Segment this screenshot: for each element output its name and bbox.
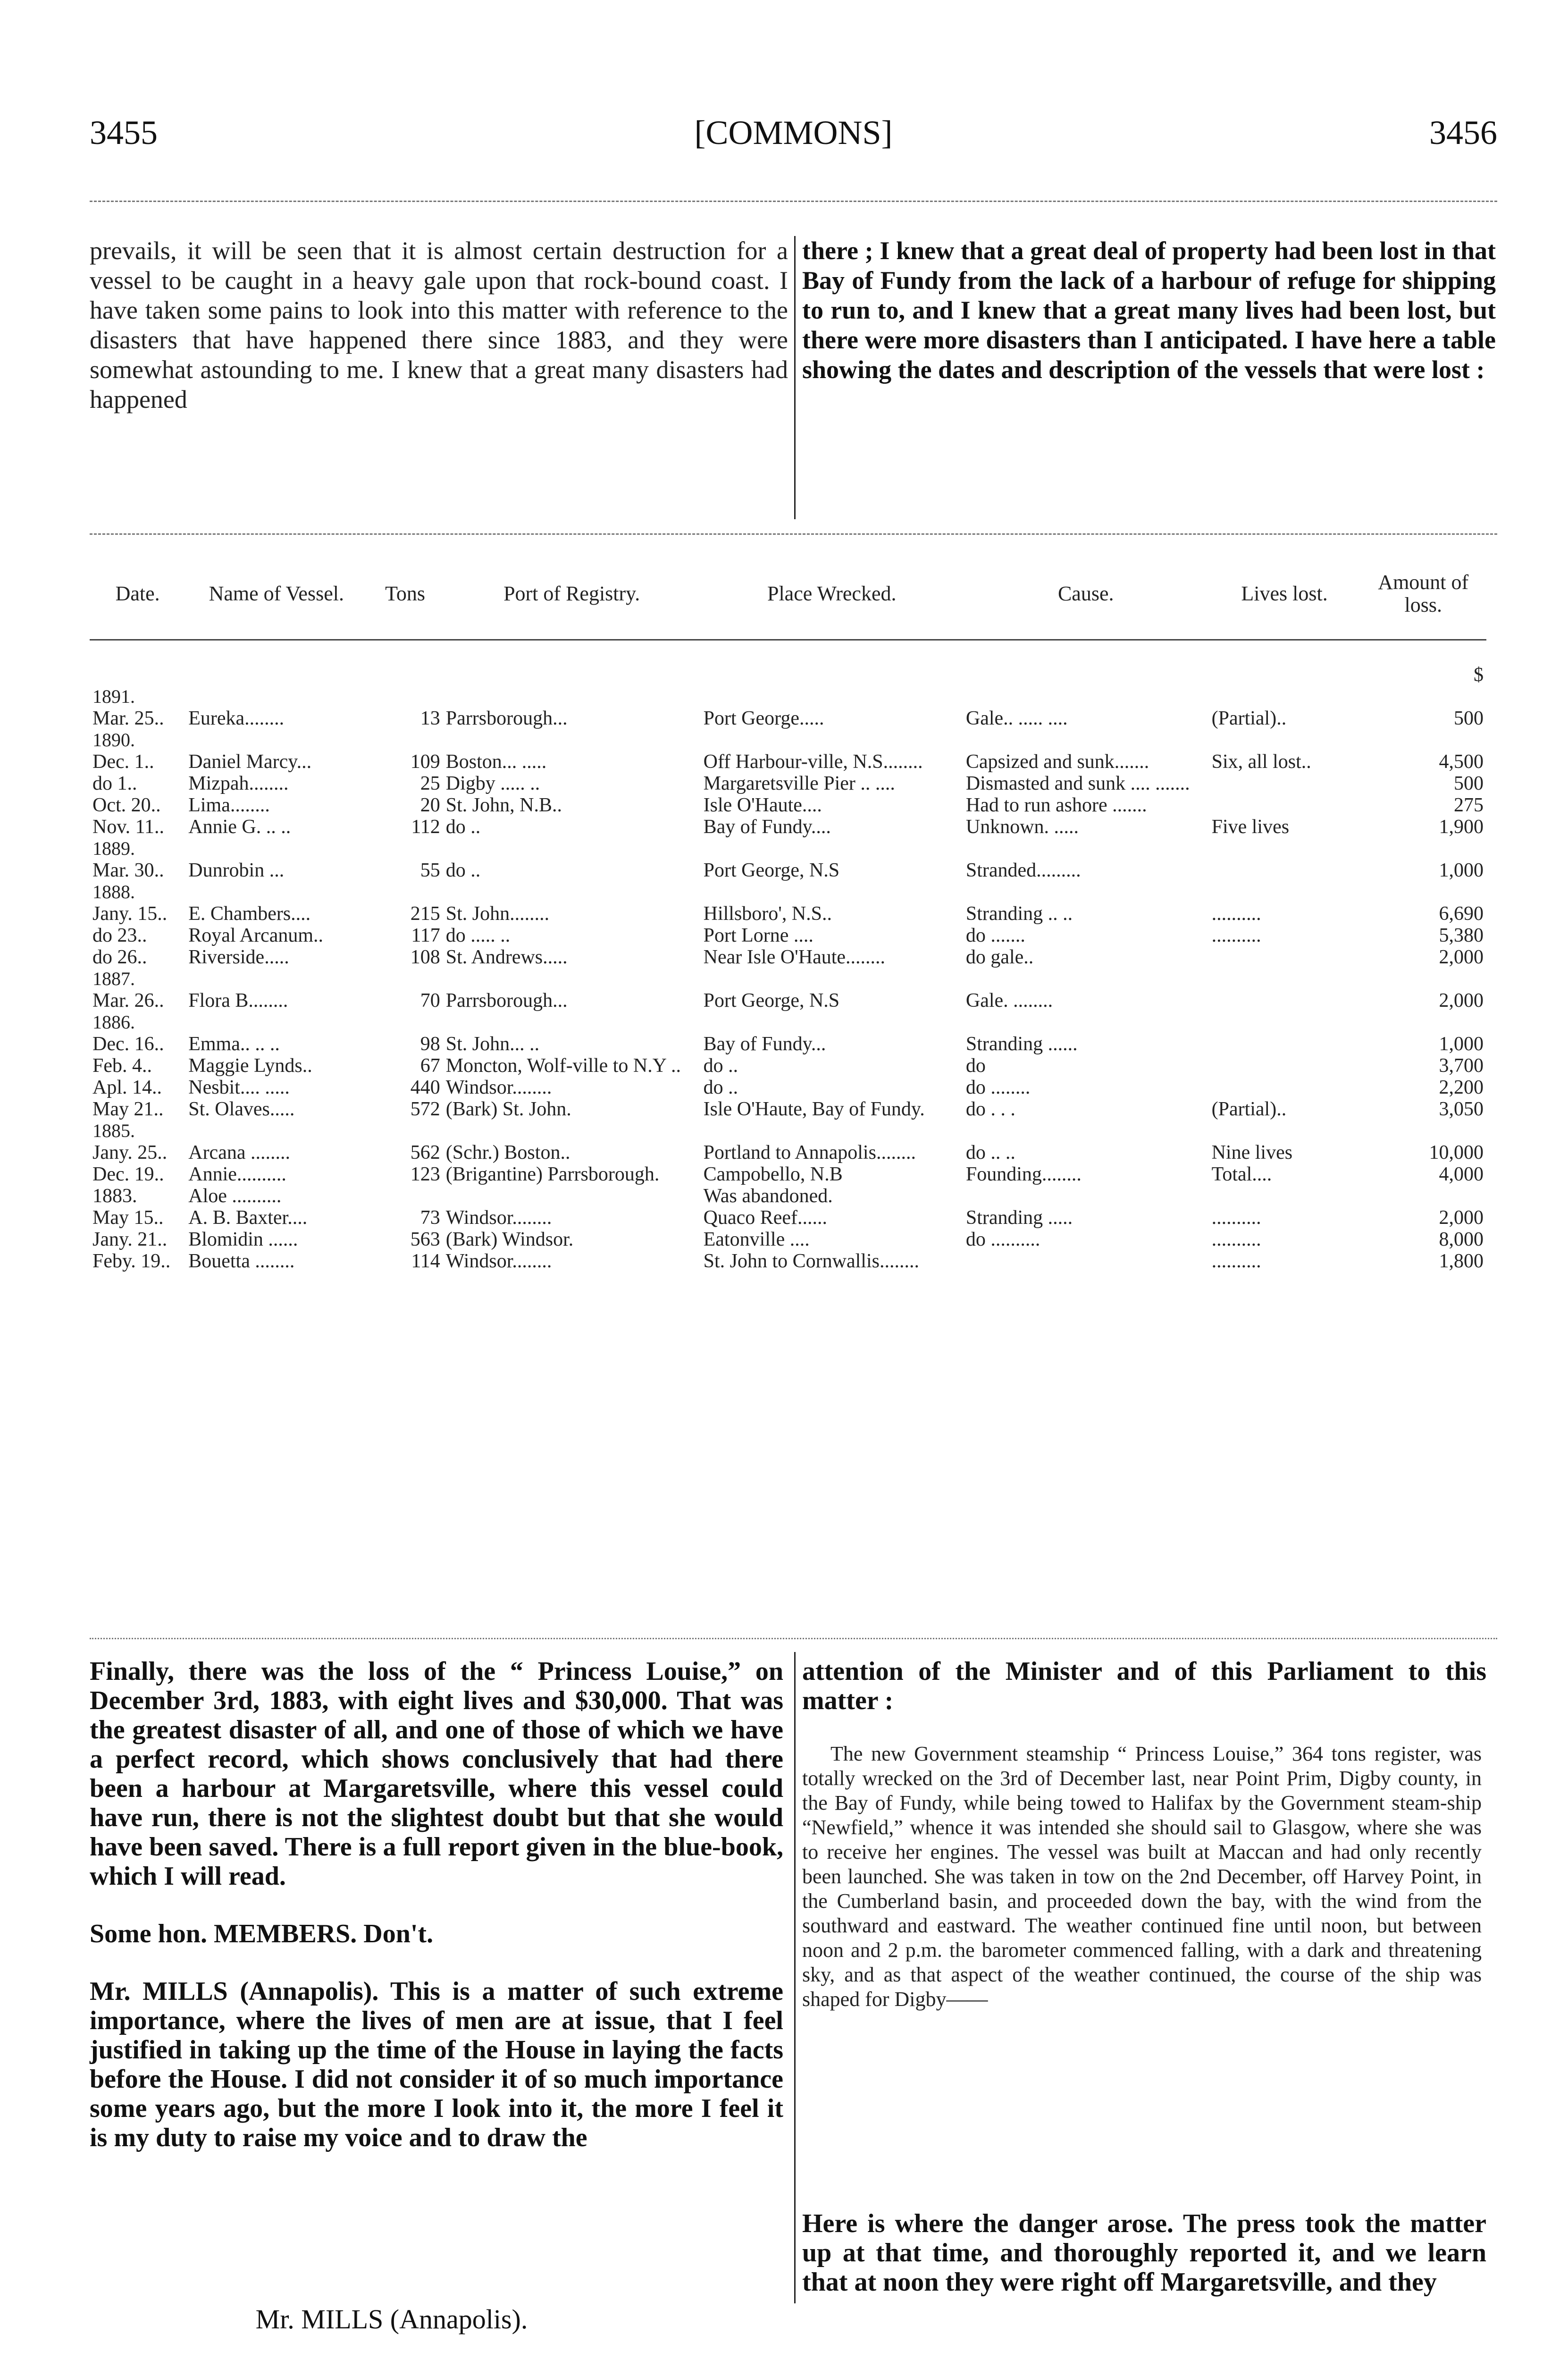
- cell-amount: 2,000: [1439, 946, 1484, 968]
- cell-cause: Had to run ashore .......: [965, 794, 1147, 816]
- cell-amount: 275: [1454, 794, 1484, 816]
- bottom-right-closing: [802, 2209, 1486, 2297]
- cell-date: Jany. 21..: [92, 1229, 168, 1250]
- paragraph-danger: Here is where the danger arose. The press took the matter up at that time, and thoroughly reported it, and we learn that at noon they were right off Margaretsville, and they: [802, 2209, 1486, 2297]
- cell-port: [443, 838, 701, 860]
- currency-symbol: $: [1474, 664, 1484, 686]
- cell-vessel: A. B. Baxter....: [188, 1207, 308, 1229]
- column-divider-bottom: [794, 1652, 796, 2303]
- cell-cause: [963, 968, 1209, 990]
- cell-place: Off Harbour-ville, N.S........: [703, 751, 923, 773]
- cell-lives: Six, all lost..: [1211, 751, 1311, 773]
- table-header: [90, 571, 1486, 640]
- cell-lives: Total....: [1211, 1163, 1272, 1185]
- table-row: [90, 708, 1486, 729]
- cell-date: 1889.: [92, 838, 135, 859]
- running-title: [COMMONS]: [694, 114, 893, 152]
- cell-date: Dec. 1..: [92, 751, 154, 773]
- cell-place: Isle O'Haute, Bay of Fundy.: [703, 1098, 925, 1120]
- cell-cause: Stranding .....: [965, 1207, 1073, 1229]
- cell-lives: [1209, 729, 1360, 751]
- cell-place: St. John to Cornwallis........: [703, 1250, 919, 1272]
- cell-amount: 2,200: [1439, 1077, 1484, 1098]
- cell-tons: [367, 1011, 443, 1033]
- cell-lives: [1209, 860, 1360, 881]
- cell-date: 1885.: [92, 1120, 135, 1141]
- cell-cause: Stranding .. ..: [965, 903, 1073, 925]
- cell-cause: do gale..: [965, 946, 1034, 968]
- cell-port: Digby ..... ..: [445, 773, 540, 794]
- cell-vessel: Mizpah........: [188, 773, 289, 794]
- table-row: [90, 1077, 1486, 1098]
- header-rule: [90, 201, 1497, 202]
- cell-date: Jany. 15..: [92, 903, 168, 925]
- paragraph-mills-speech: Mr. MILLS (Annapolis). This is a matter of such extreme importance, where the lives of men are at issue, that I feel justified in taking up the time of the House in laying the facts before the House. I did not consider it of so much importance some years ago, but the more I look into it, the more I feel it is my duty to raise my voice and to draw the: [90, 1977, 783, 2152]
- cell-place: [701, 1120, 963, 1142]
- table-row: [90, 1055, 1486, 1077]
- disasters-table: [90, 571, 1486, 1272]
- intro-left-column: [90, 236, 788, 414]
- cell-vessel: Emma.. .. ..: [188, 1033, 280, 1055]
- bottom-right-lead: [802, 1657, 1486, 1715]
- cell-amount: [1360, 686, 1487, 708]
- cell-cause: [963, 838, 1209, 860]
- cell-tons: 73: [420, 1207, 440, 1229]
- cell-date: 1888.: [92, 881, 135, 902]
- cell-port: Windsor........: [445, 1207, 552, 1229]
- cell-place: [701, 838, 963, 860]
- cell-vessel: Daniel Marcy...: [188, 751, 312, 773]
- cell-amount: [1360, 1011, 1487, 1033]
- cell-date: do 23..: [92, 925, 147, 946]
- cell-port: [443, 1185, 701, 1207]
- cell-port: (Bark) St. John.: [445, 1098, 571, 1120]
- page-number-right: 3456: [1429, 114, 1497, 152]
- cell-amount: 3,700: [1439, 1055, 1484, 1077]
- cell-date: 1886.: [92, 1011, 135, 1033]
- cell-amount: 1,000: [1439, 1033, 1484, 1055]
- cell-date: Oct. 20..: [92, 794, 161, 816]
- cell-cause: [963, 1011, 1209, 1033]
- cell-port: [443, 729, 701, 751]
- paragraph-attention: attention of the Minister and of this Parliament to this matter :: [802, 1657, 1486, 1715]
- cell-place: [701, 1011, 963, 1033]
- cell-cause: do ..........: [965, 1229, 1040, 1250]
- cell-amount: 4,500: [1439, 751, 1484, 773]
- cell-place: Campobello, N.B: [703, 1163, 843, 1185]
- cell-cause: [963, 729, 1209, 751]
- table-top-rule: [90, 533, 1497, 535]
- cell-lives: ..........: [1211, 903, 1261, 925]
- cell-tons: 67: [420, 1055, 440, 1077]
- cell-amount: 1,800: [1439, 1250, 1484, 1272]
- cell-amount: [1360, 729, 1487, 751]
- cell-lives: [1209, 838, 1360, 860]
- cell-lives: ..........: [1211, 925, 1261, 946]
- cell-vessel: Bouetta ........: [188, 1250, 295, 1272]
- cell-port: Parrsborough...: [445, 990, 568, 1011]
- cell-port: (Bark) Windsor.: [445, 1229, 574, 1250]
- cell-cause: do ........: [965, 1077, 1031, 1098]
- cell-place: do ..: [703, 1077, 738, 1098]
- cell-lives: ..........: [1211, 1229, 1261, 1250]
- cell-vessel: [185, 686, 367, 708]
- cell-tons: 25: [420, 773, 440, 794]
- cell-date: Feb. 4..: [92, 1055, 152, 1077]
- cell-date: Nov. 11..: [92, 816, 165, 838]
- cell-tons: 55: [420, 860, 440, 881]
- cell-tons: 70: [420, 990, 440, 1011]
- cell-amount: 2,000: [1439, 1207, 1484, 1229]
- year-row: [90, 838, 1486, 860]
- cell-port: [443, 1120, 701, 1142]
- cell-lives: ..........: [1211, 1207, 1261, 1229]
- cell-tons: 563: [410, 1229, 440, 1250]
- cell-place: Port Lorne ....: [703, 925, 813, 946]
- cell-cause: [963, 1120, 1209, 1142]
- col-header-vessel: Name of Vessel.: [185, 571, 367, 640]
- cell-port: St. Andrews.....: [445, 946, 568, 968]
- cell-tons: 440: [410, 1077, 440, 1098]
- cell-amount: 8,000: [1439, 1229, 1484, 1250]
- cell-tons: 123: [410, 1163, 440, 1185]
- cell-place: Quaco Reef......: [703, 1207, 828, 1229]
- cell-port: Boston... .....: [445, 751, 547, 773]
- cell-place: Was abandoned.: [703, 1185, 833, 1207]
- cell-amount: 1,000: [1439, 860, 1484, 881]
- cell-vessel: Arcana ........: [188, 1142, 290, 1163]
- cell-vessel: Riverside.....: [188, 946, 289, 968]
- bottom-left-column: [90, 1657, 783, 2181]
- cell-port: [443, 1011, 701, 1033]
- table-row: [90, 946, 1486, 968]
- col-header-tons: Tons: [367, 571, 443, 640]
- cell-date: Mar. 25..: [92, 708, 164, 729]
- table-row: [90, 860, 1486, 881]
- cell-lives: [1209, 1077, 1360, 1098]
- cell-vessel: Lima........: [188, 794, 270, 816]
- cell-vessel: [185, 968, 367, 990]
- cell-lives: [1209, 946, 1360, 968]
- cell-place: [701, 729, 963, 751]
- table-row: [90, 816, 1486, 838]
- cell-tons: [367, 729, 443, 751]
- cell-date: 1883.: [92, 1185, 137, 1207]
- cell-amount: 4,000: [1439, 1163, 1484, 1185]
- cell-cause: Gale. ........: [965, 990, 1053, 1011]
- column-divider-top: [794, 236, 796, 519]
- cell-tons: [367, 968, 443, 990]
- cell-vessel: Royal Arcanum..: [188, 925, 324, 946]
- col-header-port: Port of Registry.: [443, 571, 701, 640]
- cell-cause: Gale.. ..... ....: [965, 708, 1068, 729]
- table-row: [90, 1033, 1486, 1055]
- cell-lives: [1209, 881, 1360, 903]
- paragraph-princess-louise: Finally, there was the loss of the “ Princess Louise,” on December 3rd, 1883, with eight lives and $30,000. That was the greatest disaster of all, and one of those of which we have a perfect record, which shows conclusively that had there been a harbour at Margaretsville, where this vessel could have run, there is not the slightest doubt but that she would have been saved. There is a full report given in the blue-book, which I will read.: [90, 1657, 783, 1891]
- cell-port: [443, 881, 701, 903]
- cell-vessel: Aloe ..........: [188, 1185, 282, 1207]
- cell-port: (Brigantine) Parrsborough.: [445, 1163, 660, 1185]
- cell-tons: 98: [420, 1033, 440, 1055]
- cell-date: Jany. 25..: [92, 1142, 168, 1163]
- cell-date: Mar. 26..: [92, 990, 164, 1011]
- cell-cause: Stranding ......: [965, 1033, 1078, 1055]
- cell-place: Portland to Annapolis........: [703, 1142, 916, 1163]
- year-row: [90, 1120, 1486, 1142]
- cell-cause: [963, 1250, 1209, 1272]
- paragraph-members-interjection: Some hon. MEMBERS. Don't.: [90, 1919, 434, 1948]
- cell-tons: [367, 686, 443, 708]
- cell-lives: [1209, 1011, 1360, 1033]
- page-header: [90, 113, 1497, 165]
- cell-amount: [1360, 838, 1487, 860]
- cell-cause: [963, 1185, 1209, 1207]
- cell-lives: [1209, 968, 1360, 990]
- cell-tons: [367, 838, 443, 860]
- cell-port: (Schr.) Boston..: [445, 1142, 570, 1163]
- cell-cause: Unknown. .....: [965, 816, 1079, 838]
- cell-vessel: Annie..........: [188, 1163, 286, 1185]
- page-number-left: 3455: [90, 114, 158, 152]
- cell-tons: 108: [410, 946, 440, 968]
- cell-lives: [1209, 794, 1360, 816]
- cell-place: Port George.....: [703, 708, 824, 729]
- cell-cause: Dismasted and sunk .... .......: [965, 773, 1190, 794]
- cell-tons: 572: [410, 1098, 440, 1120]
- cell-place: Bay of Fundy...: [703, 1033, 826, 1055]
- col-header-cause: Cause.: [963, 571, 1209, 640]
- cell-amount: [1360, 968, 1487, 990]
- intro-right-text: there ; I knew that a great deal of property had been lost in that Bay of Fundy from the lack of a harbour of refuge for shipping to run to, and I knew that a great many lives had been lost, but there were more disasters than I anticipated. I have here a table showing the dates and description of the vessels that were lost :: [802, 236, 1496, 384]
- cell-cause: [963, 686, 1209, 708]
- year-row: [90, 1011, 1486, 1033]
- table-row: [90, 1142, 1486, 1163]
- cell-lives: [1209, 1185, 1360, 1207]
- table-bottom-rule: [90, 1638, 1497, 1639]
- cell-port: do ..: [445, 816, 481, 838]
- cell-place: Port George, N.S: [703, 990, 840, 1011]
- cell-amount: 500: [1454, 708, 1484, 729]
- cell-lives: [1209, 1055, 1360, 1077]
- cell-vessel: [185, 838, 367, 860]
- table-row: [90, 903, 1486, 925]
- cell-date: May 21..: [92, 1098, 164, 1120]
- col-header-lives: Lives lost.: [1209, 571, 1360, 640]
- cell-lives: [1209, 773, 1360, 794]
- table-row: [90, 1229, 1486, 1250]
- table-body: [90, 640, 1486, 1273]
- cell-tons: 112: [411, 816, 440, 838]
- cell-vessel: Annie G. .. ..: [188, 816, 291, 838]
- cell-date: do 26..: [92, 946, 147, 968]
- table-row: [90, 794, 1486, 816]
- cell-tons: 13: [420, 708, 440, 729]
- cell-date: Dec. 19..: [92, 1163, 164, 1185]
- cell-port: [443, 686, 701, 708]
- cell-amount: 3,050: [1439, 1098, 1484, 1120]
- cell-cause: do: [965, 1055, 986, 1077]
- cell-place: [701, 686, 963, 708]
- cell-place: Hillsboro', N.S..: [703, 903, 832, 925]
- cell-port: Windsor........: [445, 1077, 552, 1098]
- cell-vessel: [185, 881, 367, 903]
- cell-vessel: Dunrobin ...: [188, 860, 285, 881]
- cell-vessel: Eureka........: [188, 708, 285, 729]
- cell-place: Margaretsville Pier .. ....: [703, 773, 895, 794]
- intro-left-text: prevails, it will be seen that it is almost certain destruction for a vessel to be caught in a heavy gale upon that rock-bound coast. I have taken some pains to look into this matter with reference to the disasters that have happened there since 1883, and they were somewhat astounding to me. I knew that a great many disasters had happened: [90, 236, 788, 413]
- cell-tons: 114: [411, 1250, 440, 1272]
- cell-lives: [1209, 686, 1360, 708]
- cell-cause: [963, 881, 1209, 903]
- cell-place: Near Isle O'Haute........: [703, 946, 886, 968]
- cell-lives: [1209, 990, 1360, 1011]
- table-row: [90, 990, 1486, 1011]
- cell-date: May 15..: [92, 1207, 164, 1229]
- cell-port: Moncton, Wolf-ville to N.Y ..: [445, 1055, 681, 1077]
- cell-lives: (Partial)..: [1211, 708, 1287, 729]
- cell-amount: [1360, 1185, 1487, 1207]
- cell-vessel: Blomidin ......: [188, 1229, 298, 1250]
- cell-place: [701, 881, 963, 903]
- cell-tons: 562: [410, 1142, 440, 1163]
- cell-tons: 20: [420, 794, 440, 816]
- cell-vessel: [185, 1011, 367, 1033]
- cell-place: Port George, N.S: [703, 860, 840, 881]
- table-row: [90, 751, 1486, 773]
- cell-vessel: E. Chambers....: [188, 903, 311, 925]
- col-header-amount: Amount of loss.: [1360, 571, 1487, 640]
- blue-book-quote: The new Government steamship “ Princess Louise,” 364 tons register, was totally wrecked on the 3rd of December last, near Point Prim, Digby county, in the Bay of Fundy, while being towed to Halifax by the Government steam-ship “Newfield,” whence it was intended she should sail to Glasgow, where she was to receive her engines. The vessel was built at Maccan and had only recently been launched. She was taken in tow on the 2nd December, off Harvey Point, in the Cumberland basin, and proceeded down the bay, with the wind from the southward and eastward. The weather continued fine until noon, but between noon and 2 p.m. the barometer commenced falling, with a dark and threatening sky, and as that aspect of the weather continued, the course of the ship was shaped for Digby——: [802, 1742, 1482, 2011]
- cell-place: Bay of Fundy....: [703, 816, 831, 838]
- cell-date: Mar. 30..: [92, 860, 164, 881]
- cell-lives: Five lives: [1211, 816, 1290, 838]
- cell-vessel: Flora B........: [188, 990, 288, 1011]
- cell-amount: [1360, 881, 1487, 903]
- cell-amount: 2,000: [1439, 990, 1484, 1011]
- cell-date: Feby. 19..: [92, 1250, 171, 1272]
- cell-cause: Founding........: [965, 1163, 1082, 1185]
- table-row: [90, 1185, 1486, 1207]
- cell-tons: [367, 881, 443, 903]
- cell-port: St. John........: [445, 903, 550, 925]
- currency-row: [90, 640, 1486, 686]
- cell-lives: ..........: [1211, 1250, 1261, 1272]
- cell-amount: 5,380: [1439, 925, 1484, 946]
- cell-port: do ..... ..: [445, 925, 511, 946]
- year-row: [90, 729, 1486, 751]
- cell-date: 1890.: [92, 729, 135, 750]
- col-header-place: Place Wrecked.: [701, 571, 963, 640]
- cell-port: St. John... ..: [445, 1033, 540, 1055]
- year-row: [90, 686, 1486, 708]
- cell-amount: 1,900: [1439, 816, 1484, 838]
- cell-vessel: [185, 1120, 367, 1142]
- cell-amount: 10,000: [1429, 1142, 1484, 1163]
- cell-lives: (Partial)..: [1211, 1098, 1287, 1120]
- cell-lives: [1209, 1033, 1360, 1055]
- cell-date: 1887.: [92, 968, 135, 989]
- cell-vessel: [185, 729, 367, 751]
- cell-tons: 117: [411, 925, 440, 946]
- cell-date: do 1..: [92, 773, 137, 794]
- year-row: [90, 881, 1486, 903]
- cell-port: Windsor........: [445, 1250, 552, 1272]
- cell-tons: [367, 1185, 443, 1207]
- speaker-footer: Mr. MILLS (Annapolis).: [255, 2304, 528, 2335]
- intro-right-column: [802, 236, 1496, 385]
- cell-cause: do . . .: [965, 1098, 1015, 1120]
- cell-port: [443, 968, 701, 990]
- cell-vessel: St. Olaves.....: [188, 1098, 295, 1120]
- table-row: [90, 925, 1486, 946]
- cell-cause: do .. ..: [965, 1142, 1015, 1163]
- cell-port: Parrsborough...: [445, 708, 568, 729]
- cell-cause: Capsized and sunk.......: [965, 751, 1149, 773]
- table-row: [90, 1250, 1486, 1272]
- cell-place: do ..: [703, 1055, 738, 1077]
- cell-date: Dec. 16..: [92, 1033, 164, 1055]
- cell-lives: [1209, 1120, 1360, 1142]
- cell-cause: Stranded.........: [965, 860, 1081, 881]
- cell-amount: [1360, 1120, 1487, 1142]
- col-header-date: Date.: [90, 571, 185, 640]
- table-row: [90, 1207, 1486, 1229]
- cell-tons: [367, 1120, 443, 1142]
- cell-amount: 500: [1454, 773, 1484, 794]
- cell-tons: 215: [410, 903, 440, 925]
- cell-date: Apl. 14..: [92, 1077, 162, 1098]
- table-row: [90, 773, 1486, 794]
- cell-vessel: Maggie Lynds..: [188, 1055, 312, 1077]
- cell-place: [701, 968, 963, 990]
- cell-port: do ..: [445, 860, 481, 881]
- cell-date: 1891.: [92, 686, 135, 707]
- cell-port: St. John, N.B..: [445, 794, 562, 816]
- cell-tons: 109: [410, 751, 440, 773]
- table-row: [90, 1163, 1486, 1185]
- cell-amount: 6,690: [1439, 903, 1484, 925]
- table-row: [90, 1098, 1486, 1120]
- cell-place: Isle O'Haute....: [703, 794, 822, 816]
- year-row: [90, 968, 1486, 990]
- cell-place: Eatonville ....: [703, 1229, 810, 1250]
- cell-cause: do .......: [965, 925, 1025, 946]
- cell-vessel: Nesbit.... .....: [188, 1077, 290, 1098]
- cell-lives: Nine lives: [1211, 1142, 1293, 1163]
